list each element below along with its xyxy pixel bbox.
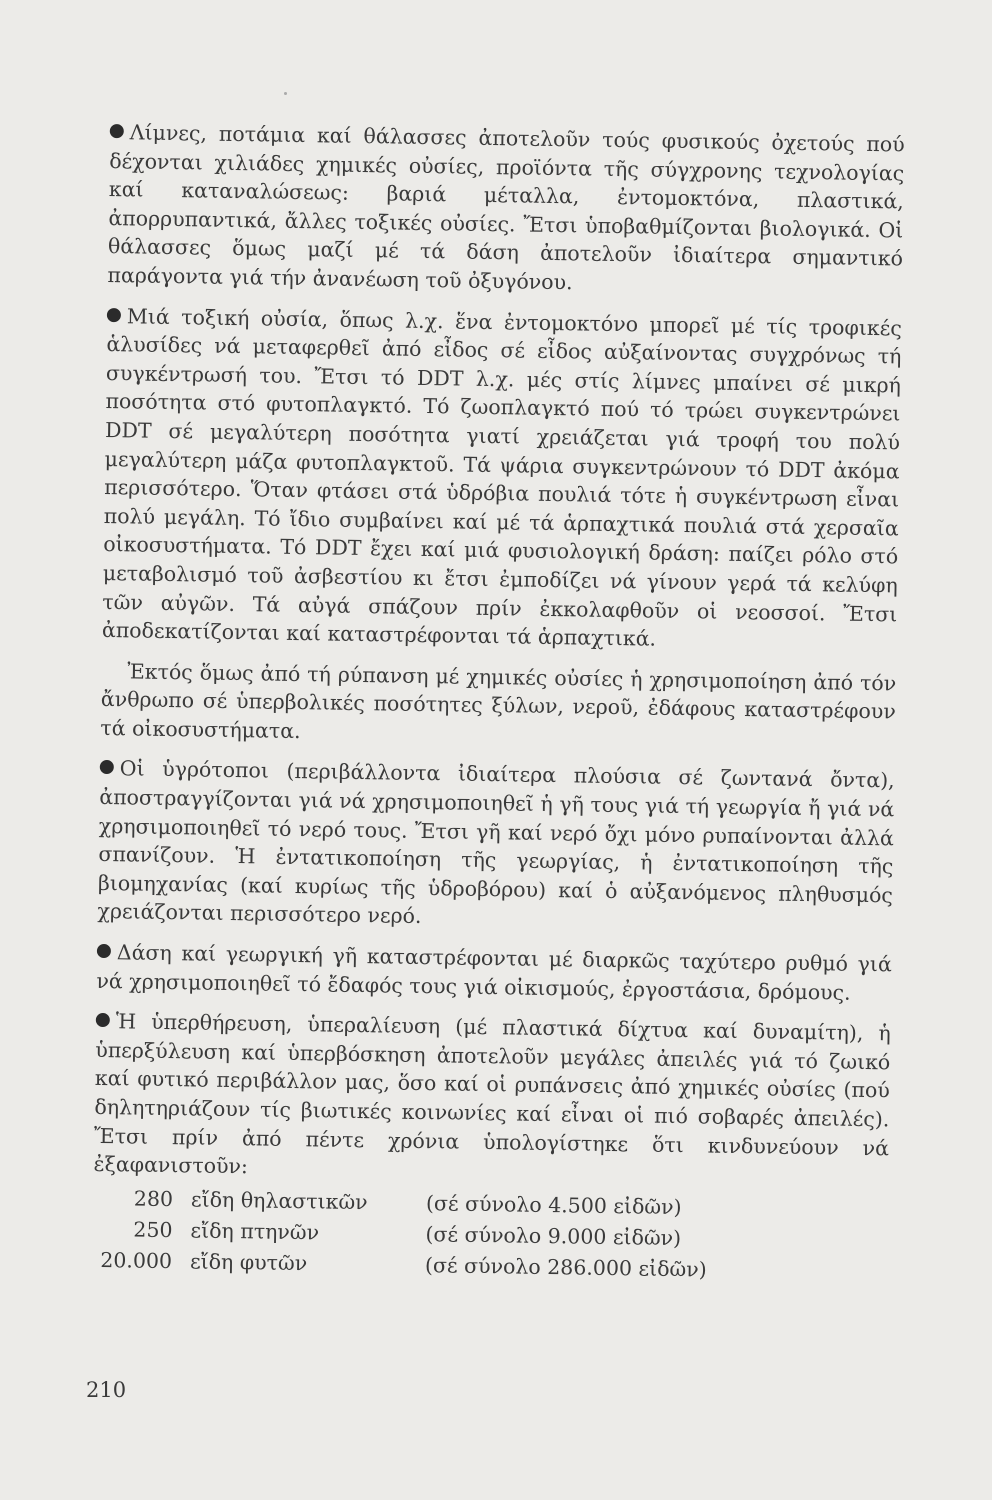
species-kind: εἴδη θηλαστικῶν [190,1187,368,1214]
paragraph-3 [100,657,896,755]
body-text [92,118,905,1288]
species-count: 20.000 [100,1247,173,1273]
paragraph-1 [107,118,905,302]
species-total: (σέ σύνολο 286.000 εἰδῶν) [424,1252,707,1282]
paragraph-5 [96,938,892,1008]
paragraph-text: Ἡ ὑπερθήρευση, ὑπεραλίευση (μέ πλαστικά δίχτυα καί δυναμίτη), ἡ ὑπερξύλευση καί ὑπερβόσκηση ἀποτελοῦν μεγάλες ἀπειλές γιά τό ζωικό καί φυτικό περιβάλλον μας, ὅσο καί οἱ ρυπάνσεις ἀπό χημικές οὐσίες (πού δηλητηριάζουν τίς βιωτικές κοινωνίες καί εἶναι οἱ πιό σοβαρές ἀπειλές). Ἔτσι πρίν ἀπό πέντε χρόνια ὑπολογίστηκε ὅτι κινδυνεύουν νά ἐξαφανιστοῦν: [93,1009,891,1179]
paragraph-text: Μιά τοξική οὐσία, ὅπως λ.χ. ἕνα ἐντομοκτόνο μπορεῖ μέ τίς τροφικές ἁλυσίδες νά μεταφερθεῖ ἀπό εἶδος σέ εἶδος αὐξαίνοντας συγχρόνως τή συγκέντρωσή του. Ἔτσι τό DDT λ.χ. μές στίς λίμνες μπαίνει σέ μικρή ποσότητα στό φυτοπλαγκτό. Τό ζωοπλαγκτό πού τό τρώει συγκεντρώνει DDT σέ μεγαλύτερη ποσότητα γιατί χρειάζεται γιά τροφή του πολύ μεγαλύτερη μάζα φυτοπλαγκτοῦ. Τά ψάρια συγκεντρώνουν τό DDT ἀκόμα περισσότερο. Ὅταν φτάσει στά ὑδρόβια πουλιά τότε ἡ συγκέντρωση εἶναι πολύ μεγάλη. Τό ἴδιο συμβαίνει καί μέ τά ἁρπαχτικά πουλιά στά χερσαῖα οἰκοσυστήματα. Τό DDT ἔχει καί μιά φυσιολογική δράση: παίζει ρόλο στό μεταβολισμό τοῦ ἀσβεστίου κι ἔτσι ἐμποδίζει νά γίνουν γερά τά κελύφη τῶν αὐγῶν. Τά αὐγά σπάζουν πρίν ἐκκολαφθοῦν οἱ νεοσσοί. Ἔτσι ἀποδεκατίζονται καί καταστρέφονται τά ἁρπαχτικά. [101,303,902,651]
paragraph-4 [97,754,895,938]
bullet-icon [110,124,124,138]
paragraph-text: Ἐκτός ὅμως ἀπό τή ρύπανση μέ χημικές οὐσίες ἡ χρησιμοποίηση ἀπό τόν ἄνθρωπο σέ ὑπερβολικές ποσότητες ξύλων, νεροῦ, ἐδάφους καταστρέφουν τά οἰκοσυστήματα. [100,659,897,743]
bullet-icon [97,944,111,958]
species-count: 250 [133,1217,173,1242]
page-number: 210 [86,1378,127,1402]
species-total: (σέ σύνολο 9.000 εἰδῶν) [425,1221,682,1250]
paragraph-text: Δάση καί γεωργική γῆ καταστρέφονται μέ διαρκῶς ταχύτερο ρυθμό γιά νά χρησιμοποιηθεῖ τό ἔδαφός τους γιά οἰκισμούς, ἐργοστάσια, δρόμους. [96,940,892,1005]
species-table [92,1183,888,1288]
species-total: (σέ σύνολο 4.500 εἰδῶν) [425,1190,682,1219]
bullet-icon [96,1013,110,1027]
bullet-icon [107,308,121,322]
paragraph-text: Οἱ ὑγρότοποι (περιβάλλοντα ἰδιαίτερα πλούσια σέ ζωντανά ὄντα), ἀποστραγγίζονται γιά νά χρησιμοποιηθεῖ ἡ γῆ τους γιά τή γεωργία ἤ γιά νά χρησιμοποιηθεῖ τό νερό τους. Ἔτσι γῆ καί νερό ὄχι μόνο ρυπαίνονται ἀλλά σπανίζουν. Ἡ ἐντατικοποίηση τῆς γεωργίας, ἡ ἐντατικοποίηση τῆς βιομηχανίας (καί κυρίως τῆς ὑδροβόρου) καί ὁ αὐξανόμενος πληθυσμός χρειάζονται περισσότερο νερό. [97,756,895,929]
paragraph-6 [93,1007,891,1191]
paragraph-2 [102,302,902,658]
bullet-icon [100,760,114,774]
species-count: 280 [133,1186,174,1211]
speck [284,92,287,95]
species-kind: εἴδη πτηνῶν [190,1218,320,1245]
paragraph-text: Λίμνες, ποτάμια καί θάλασσες ἀποτελοῦν τούς φυσικούς ὀχετούς πού δέχονται χιλιάδες χημικές οὐσίες, προϊόντα τῆς σύγχρονης τεχνολογίας καί καταναλώσεως: βαριά μέταλλα, ἐντομοκτόνα, πλαστικά, ἀπορρυπαντικά, ἄλλες τοξικές οὐσίες. Ἔτσι ὑποβαθμίζονται βιολογικά. Οἱ θάλασσες ὅμως μαζί μέ τά δάση ἀποτελοῦν ἰδιαίτερα σημαντικό παράγοντα γιά τήν ἀνανέωση τοῦ ὀξυγόνου. [107,120,905,295]
species-kind: εἴδη φυτῶν [189,1249,308,1276]
